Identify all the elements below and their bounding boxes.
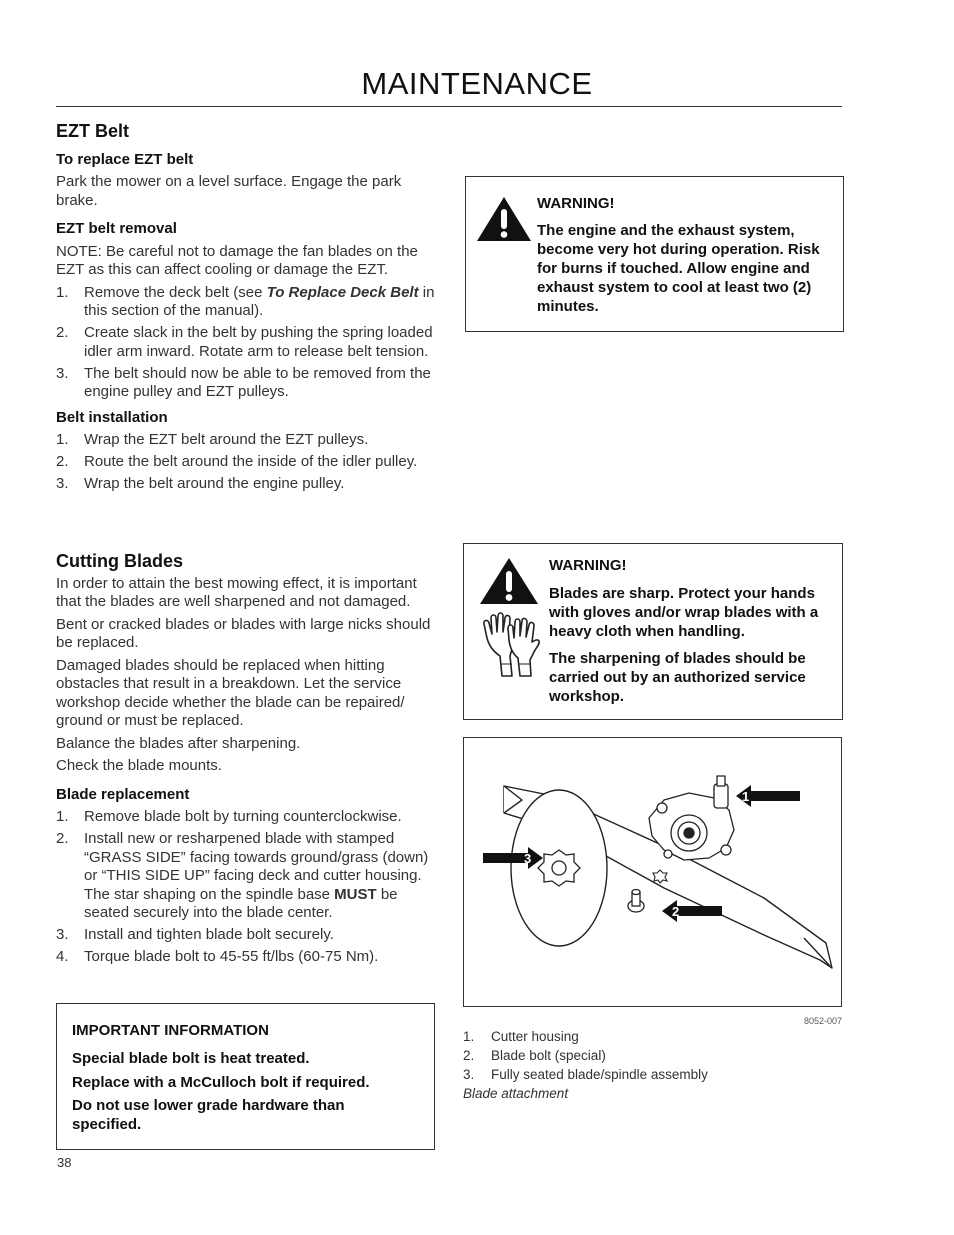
list-item: 3. Install and tighten blade bolt securely. <box>56 926 334 943</box>
blade-attachment-figure <box>463 737 842 1007</box>
warning-triangle-icon <box>478 556 540 606</box>
cutting-blades-heading: Cutting Blades <box>56 551 184 571</box>
important-line: Special blade bolt is heat treated. <box>72 1050 310 1067</box>
callout-label: 3 <box>524 851 532 866</box>
figure-legend <box>463 1027 843 1103</box>
page-number: 38 <box>57 1155 72 1170</box>
cutting-blades-section <box>56 552 440 970</box>
warning-title: WARNING! <box>537 195 615 212</box>
important-line: Replace with a McCulloch bolt if required. <box>72 1074 370 1091</box>
warning-title: WARNING! <box>549 557 627 574</box>
ezt-belt-section <box>56 122 440 497</box>
warning-text: The sharpening of blades should be carried out by an authorized service workshop. <box>549 650 806 705</box>
sharp-blades-warning-box <box>463 543 843 720</box>
blades-paragraph: In order to attain the best mowing effect, it is important that the blades are well sharpened and not damaged. <box>56 574 417 610</box>
blade-attachment-illustration <box>464 738 840 1005</box>
important-title: IMPORTANT INFORMATION <box>72 1022 269 1039</box>
important-information-box <box>56 1003 435 1150</box>
callout-label: 2 <box>672 904 680 919</box>
page-title: MAINTENANCE <box>361 66 593 101</box>
blade-replacement-steps <box>56 808 440 967</box>
important-line: Do not use lower grade hardware than specified. <box>72 1097 345 1133</box>
blades-paragraph: Check the blade mounts. <box>56 757 222 774</box>
gloves-icon <box>476 612 546 680</box>
belt-installation-heading: Belt installation <box>56 408 168 426</box>
must-emphasis: MUST <box>334 885 377 903</box>
blades-paragraph: Damaged blades should be replaced when hitting obstacles that result in a breakdown. Let the service workshop decide whether the blade can be repaired/ ground or must be replaced. <box>56 656 405 729</box>
callout-label: 1 <box>742 789 750 804</box>
list-item: 4. Torque blade bolt to 45-55 ft/lbs (60-75 Nm). <box>56 948 379 965</box>
list-item: 1. Wrap the EZT belt around the EZT pulleys. <box>56 431 369 448</box>
figure-caption: Blade attachment <box>463 1086 569 1101</box>
header-divider <box>56 106 842 107</box>
list-item: 1. Remove blade bolt by turning counterclockwise. <box>56 808 402 825</box>
list-item: 2. Install new or resharpened blade with stamped “GRASS SIDE” facing towards ground/grass (down) or “THIS SIDE UP” facing deck and cutter housing. The star shaping on the spindle base MUST be seated securely into the blade center. <box>56 830 429 921</box>
blades-paragraph: Balance the blades after sharpening. <box>56 734 301 752</box>
blade-replacement-heading: Blade replacement <box>56 785 190 803</box>
list-item: 3. The belt should now be able to be removed from the engine pulley and EZT pulleys. <box>56 364 431 400</box>
legend-item: 1. Cutter housing <box>463 1029 579 1044</box>
removal-steps <box>56 284 440 402</box>
list-item: 2. Route the belt around the inside of the idler pulley. <box>56 453 418 470</box>
warning-triangle-icon <box>475 195 533 243</box>
ezt-belt-removal-heading: EZT belt removal <box>56 220 177 237</box>
list-item: 1. Remove the deck belt (see To Replace Deck Belt in this section of the manual). <box>56 283 435 319</box>
figure-code: 8052-007 <box>803 1016 842 1026</box>
installation-steps <box>56 431 440 494</box>
legend-item: 3. Fully seated blade/spindle assembly <box>463 1067 708 1082</box>
blades-paragraph: Bent or cracked blades or blades with large nicks should be replaced. <box>56 615 431 651</box>
engine-heat-warning-box <box>465 176 844 332</box>
legend-item: 2. Blade bolt (special) <box>463 1048 606 1063</box>
list-item: 2. Create slack in the belt by pushing the spring loaded idler arm inward. Rotate arm to release belt tension. <box>56 324 433 360</box>
ezt-belt-removal-note: NOTE: Be careful not to damage the fan blades on the EZT as this can affect cooling or damage the EZT. <box>56 242 418 278</box>
warning-text: Blades are sharp. Protect your hands with gloves and/or wrap blades with a heavy cloth when handling. <box>549 585 819 640</box>
replace-ezt-belt-heading: To replace EZT belt <box>56 150 194 168</box>
list-item: 3. Wrap the belt around the engine pulley. <box>56 475 345 492</box>
ezt-belt-heading: EZT Belt <box>56 121 130 141</box>
warning-text: The engine and the exhaust system, become very hot during operation. Risk for burns if touched. Allow engine and exhaust system to cool at least two (2) minutes. <box>537 222 820 315</box>
replace-ezt-belt-text: Park the mower on a level surface. Engage the park brake. <box>56 173 402 209</box>
deck-belt-reference: To Replace Deck Belt <box>266 283 419 301</box>
